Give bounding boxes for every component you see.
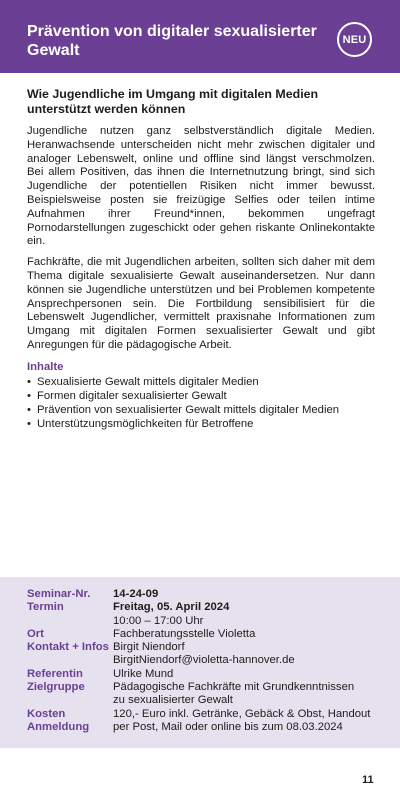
inhalte-list: [27, 375, 375, 431]
info-row-email: [27, 654, 400, 667]
new-badge: NEU: [337, 22, 372, 57]
info-label: Referentin: [27, 667, 83, 680]
info-label: Seminar-Nr.: [27, 588, 91, 600]
info-row-seminar: [27, 588, 400, 601]
list-item: • Sexualisierte Gewalt mittels digitaler Medien: [27, 375, 375, 389]
main-content: [27, 87, 375, 431]
info-row-kontakt: [27, 641, 400, 654]
intro-paragraph: Jugendliche nutzen ganz selbstverständlich digitale Medien. Heranwachsende unterscheiden nicht mehr zwischen digitaler und analoger Lebenswelt, online und offline sind längst verschmolzen. Bei allem Positiven, das ihnen die Internetnutzung bringt, sind sich Jugendliche der potentiellen Risiken nicht immer bewusst. Beispielsweise posten sie freizügige Selfies oder teilen intime Aufnahmen ihrer Freund*innen, bekommen ungefragt Pornodarstellungen zugeschickt oder gehen riskante Onlinekontakte ein.: [27, 125, 375, 248]
info-row-time: [27, 615, 400, 628]
list-item: • Unterstützungsmöglichkeiten für Betroffene: [27, 417, 375, 431]
kosten-value: 120,- Euro inkl. Getränke, Gebäck & Obst, Handout: [113, 707, 371, 720]
anmeldung-value: per Post, Mail oder online bis zum 08.03.2024: [113, 720, 343, 733]
list-item: • Prävention von sexualisierter Gewalt mittels digitaler Medien: [27, 403, 375, 417]
info-row-kosten: [27, 708, 400, 721]
info-row-anmeldung: [27, 721, 400, 734]
page-title: Prävention von digitaler sexualisierter Gewalt: [27, 23, 317, 59]
zielgruppe-value: Pädagogische Fachkräfte mit Grundkenntnissen zu sexualisierter Gewalt: [113, 681, 355, 707]
list-item: • Formen digitaler sexualisierter Gewalt: [27, 389, 375, 403]
ort-value: Fachberatungsstelle Violetta: [113, 627, 256, 640]
info-label: Kontakt + Infos: [27, 641, 109, 654]
kontakt-email-link[interactable]: BirgitNiendorf@violetta-hannover.de: [113, 654, 295, 667]
page-header: [0, 0, 400, 73]
inhalte-heading: Inhalte: [27, 360, 64, 373]
kontakt-name: Birgit Niendorf: [113, 641, 185, 654]
info-label: Zielgruppe: [27, 681, 85, 694]
info-row-zielgruppe: [27, 681, 400, 708]
seminar-number: 14-24-09: [113, 588, 159, 600]
article-subtitle: Wie Jugendliche im Umgang mit digitalen Medien unterstützt werden können: [27, 87, 319, 116]
info-row-ort: [27, 628, 400, 641]
termin-time: 10:00 – 17:00 Uhr: [113, 614, 204, 627]
info-row-termin: [27, 601, 400, 614]
termin-date: Freitag, 05. April 2024: [113, 601, 230, 614]
info-row-referentin: [27, 668, 400, 681]
info-label: Ort: [27, 627, 44, 640]
seminar-info-box: [0, 577, 400, 748]
info-label: Termin: [27, 601, 64, 614]
page-number: 11: [362, 774, 374, 786]
info-label: Anmeldung: [27, 720, 90, 733]
info-label: Kosten: [27, 707, 66, 720]
body-paragraph: Fachkräfte, die mit Jugendlichen arbeiten, sollten sich daher mit dem Thema digitale sexualisierte Gewalt auseinandersetzen. Nur dann können sie Jugendliche unterstützen und bei Problemen kompetente Ansprechpersonen sein. Die Fortbildung sensibilisiert für die Lebenswelt Jugendlicher, vermittelt praxisnahe Informationen zum Umgang mit digitalen Formen sexualisierter Gewalt und gibt Anregungen für die pädagogische Arbeit.: [27, 256, 375, 351]
referentin-value: Ulrike Mund: [113, 667, 174, 680]
